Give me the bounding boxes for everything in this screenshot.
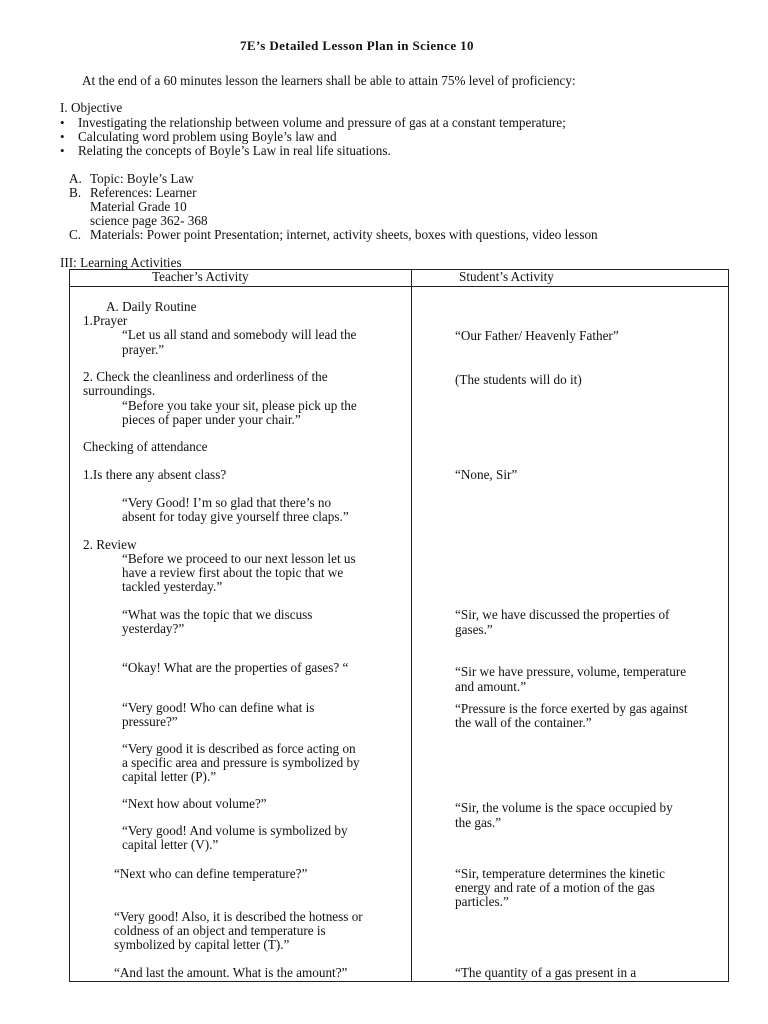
table-cell-teacher: “Before we proceed to our next lesson let us <box>122 551 356 566</box>
table-cell-teacher: tackled yesterday.” <box>122 579 223 594</box>
table-cell-teacher: capital letter (P).” <box>122 769 217 784</box>
table-cell-teacher: “Very good! Also, it is described the hotness or <box>114 909 363 924</box>
table-cell-teacher: 2. Check the cleanliness and orderliness of the <box>83 369 328 384</box>
table-cell-teacher: “Next who can define temperature?” <box>114 866 308 881</box>
table-cell-student: “The quantity of a gas present in a <box>455 965 637 980</box>
table-cell-teacher: coldness of an object and temperature is <box>114 923 326 938</box>
intro-paragraph: At the end of a 60 minutes lesson the learners shall be able to attain 75% level of proficiency: <box>82 73 576 88</box>
column-header-teacher: Teacher’s Activity <box>152 269 249 284</box>
table-cell-teacher: absent for today give yourself three claps.” <box>122 509 349 524</box>
materials-line: Materials: Power point Presentation; internet, activity sheets, boxes with questions, video lesson <box>90 227 598 242</box>
table-cell-student: the wall of the container.” <box>455 715 592 730</box>
table-cell-teacher: yesterday?” <box>122 621 185 636</box>
objective-bullet: • Calculating word problem using Boyle’s law and <box>78 129 337 144</box>
table-cell-student: particles.” <box>455 894 509 909</box>
table-cell-teacher: pieces of paper under your chair.” <box>122 412 301 427</box>
table-cell-student: (The students will do it) <box>455 372 582 387</box>
table-cell-teacher: “Next how about volume?” <box>122 796 267 811</box>
column-header-student: Student’s Activity <box>459 269 554 284</box>
table-cell-teacher: “Very good! Who can define what is <box>122 700 315 715</box>
table-cell-teacher: capital letter (V).” <box>122 837 219 852</box>
table-header-divider <box>70 286 728 287</box>
table-cell-student: “Pressure is the force exerted by gas against <box>455 701 688 716</box>
list-marker: C. <box>69 227 82 242</box>
list-marker: B. <box>69 185 82 200</box>
page-title: 7E’s Detailed Lesson Plan in Science 10 <box>240 38 474 53</box>
table-cell-teacher: surroundings. <box>83 383 156 398</box>
topic-line: Topic: Boyle’s Law <box>90 171 194 186</box>
references-line: science page 362- 368 <box>90 213 208 228</box>
references-line: References: Learner <box>90 185 197 200</box>
table-cell-teacher: 2. Review <box>83 537 137 552</box>
table-cell-student: and amount.” <box>455 679 527 694</box>
list-marker: A. <box>69 171 82 186</box>
activities-heading: III: Learning Activities <box>60 255 182 270</box>
table-cell-teacher: “Very Good! I’m so glad that there’s no <box>122 495 332 510</box>
objective-bullet: • Investigating the relationship between volume and pressure of gas at a constant temperature; <box>78 115 566 130</box>
table-cell-student: “Sir, we have discussed the properties of <box>455 607 670 622</box>
objective-bullet: • Relating the concepts of Boyle’s Law in real life situations. <box>78 143 391 158</box>
objective-heading: I. Objective <box>60 100 123 115</box>
table-cell-student: “None, Sir” <box>455 467 518 482</box>
table-cell-student: “Sir we have pressure, volume, temperature <box>455 664 687 679</box>
table-cell-teacher: have a review first about the topic that we <box>122 565 344 580</box>
table-cell-teacher: “And last the amount. What is the amount?” <box>114 965 348 980</box>
table-cell-teacher: symbolized by capital letter (T).” <box>114 937 290 952</box>
table-cell-teacher: 1.Is there any absent class? <box>83 467 227 482</box>
table-cell-teacher: 1.Prayer <box>83 313 128 328</box>
references-line: Material Grade 10 <box>90 199 187 214</box>
table-cell-teacher: prayer.” <box>122 342 165 357</box>
table-cell-teacher: pressure?” <box>122 714 178 729</box>
table-cell-teacher: “What was the topic that we discuss <box>122 607 313 622</box>
table-cell-student: energy and rate of a motion of the gas <box>455 880 655 895</box>
table-cell-teacher: “Okay! What are the properties of gases? “ <box>122 660 349 675</box>
table-cell-teacher: “Very good it is described as force acting on <box>122 741 356 756</box>
table-column-divider <box>411 270 412 981</box>
table-cell-student: the gas.” <box>455 815 502 830</box>
table-cell-teacher: “Very good! And volume is symbolized by <box>122 823 348 838</box>
table-cell-teacher: A. Daily Routine <box>106 299 197 314</box>
table-cell-student: gases.” <box>455 622 493 637</box>
table-cell-student: “Sir, the volume is the space occupied by <box>455 800 673 815</box>
table-cell-student: “Sir, temperature determines the kinetic <box>455 866 666 881</box>
table-cell-teacher: Checking of attendance <box>83 439 208 454</box>
table-cell-student: “Our Father/ Heavenly Father” <box>455 328 619 343</box>
table-cell-teacher: a specific area and pressure is symbolized by <box>122 755 360 770</box>
table-cell-teacher: “Let us all stand and somebody will lead the <box>122 327 357 342</box>
table-cell-teacher: “Before you take your sit, please pick up the <box>122 398 357 413</box>
